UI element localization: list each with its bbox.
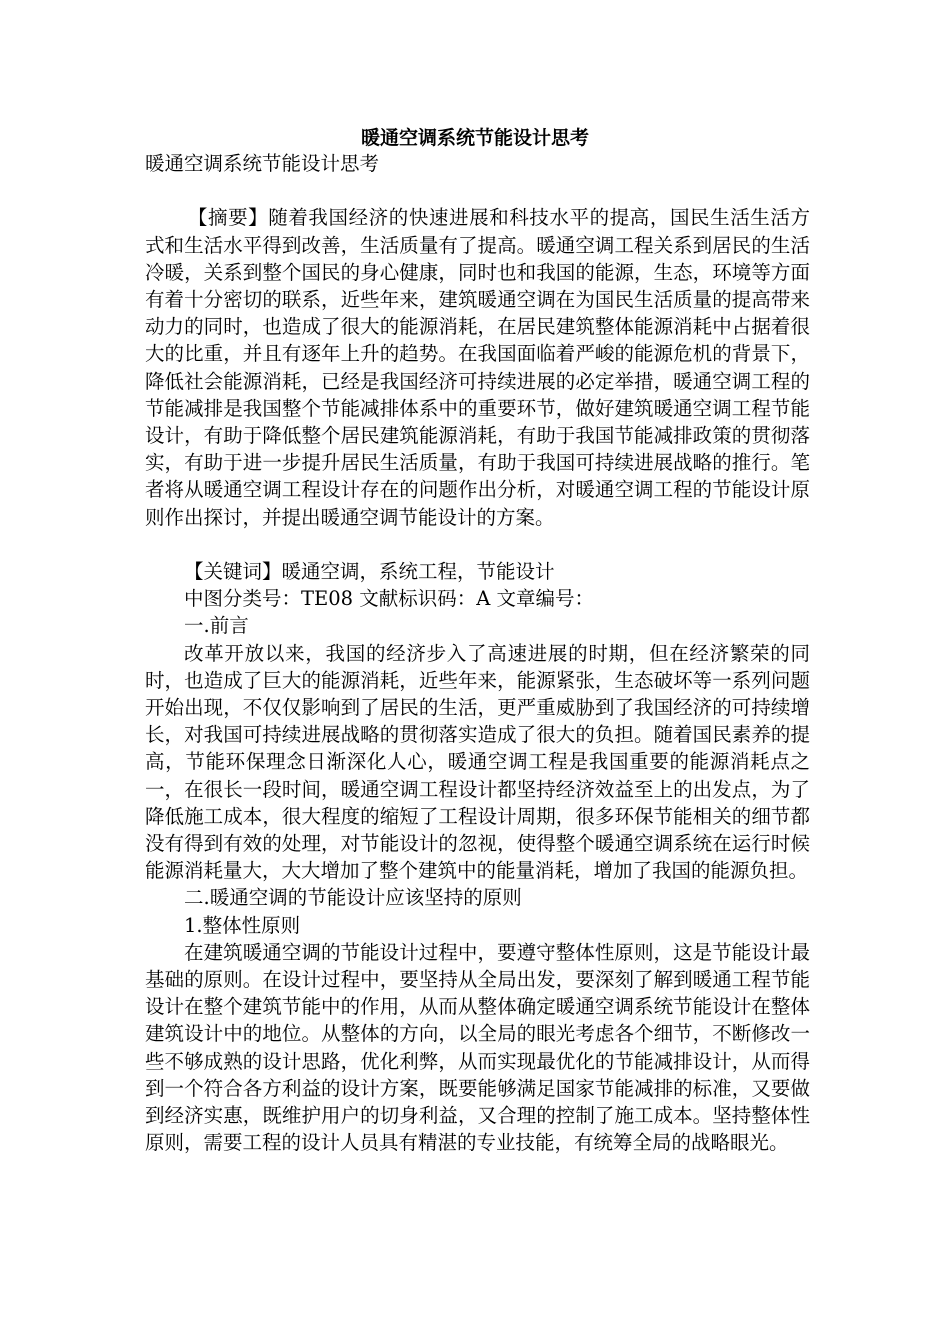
section-1-paragraph: 改革开放以来，我国的经济步入了高速进展的时期，但在经济繁荣的同时，也造成了巨大的能源消耗，近些年来，能源紧张，生态破坏等一系列问题开始出现，不仅仅影响到了居民的生活，更严重威胁到了我国经济的可持续增长，对我国可持续进展战略的贯彻落实造成了很大的负担。随着国民素养的提高，节能环保理念日渐深化人心，暖通空调工程是我国重要的能源消耗点之一，在很长一段时间，暖通空调工程设计都坚持经济效益至上的出发点，为了降低施工成本，很大程度的缩短了工程设计周期，很多环保节能相关的细节都没有得到有效的处理，对节能设计的忽视，使得整个暖通空调系统在运行时候能源消耗量大，大大增加了整个建筑中的能量消耗，增加了我国的能源负担。 [145,641,810,883]
blank-line [145,177,810,204]
document-body [145,150,810,1156]
document-title: 暖通空调系统节能设计思考 [360,127,589,149]
blank-line [145,531,810,558]
classification-line: 中图分类号：TE08 文献标识码：A 文章编号： [184,587,595,611]
abstract-paragraph: 【摘要】随着我国经济的快速进展和科技水平的提高，国民生活生活方式和生活水平得到改善，生活质量有了提高。暖通空调工程关系到居民的生活冷暖，关系到整个国民的身心健康，同时也和我国的能源，生态，环境等方面有着十分密切的联系，近些年来，建筑暖通空调在为国民生活质量的提高带来动力的同时，也造成了很大的能源消耗，在居民建筑整体能源消耗中占据着很大的比重，并且有逐年上升的趋势。在我国面临着严峻的能源危机的背景下，降低社会能源消耗，已经是我国经济可持续进展的必定举措，暖通空调工程的节能减排是我国整个节能减排体系中的重要环节，做好建筑暖通空调工程节能设计，有助于降低整个居民建筑能源消耗，有助于我国节能减排政策的贯彻落实，有助于进一步提升居民生活质量，有助于我国可持续进展战略的推行。笔者将从暖通空调工程设计存在的问题作出分析，对暖通空调工程的节能设计原则作出探讨，并提出暖通空调节能设计的方案。 [145,206,810,529]
keywords-line: 【关键词】暖通空调，系统工程，节能设计 [184,560,555,584]
subsection-2-1-paragraph: 在建筑暖通空调的节能设计过程中，要遵守整体性原则，这是节能设计最基础的原则。在设计过程中，要坚持从全局出发，要深刻了解到暖通工程节能设计在整个建筑节能中的作用，从而从整体确定暖通空调系统节能设计在整体建筑设计中的地位。从整体的方向，以全局的眼光考虑各个细节，不断修改一些不够成熟的设计思路，优化利弊，从而实现最优化的节能减排设计，从而得到一个符合各方利益的设计方案，既要能够满足国家节能减排的标准，又要做到经济实惠，既维护用户的切身利益，又合理的控制了施工成本。坚持整体性原则，需要工程的设计人员具有精湛的专业技能，有统筹全局的战略眼光。 [145,940,810,1155]
section-heading-1: 一.前言 [184,614,249,638]
document-subtitle: 暖通空调系统节能设计思考 [145,152,380,175]
section-heading-2: 二.暖通空调的节能设计应该坚持的原则 [184,886,522,910]
subsection-heading-2-1: 1.整体性原则 [184,913,301,937]
